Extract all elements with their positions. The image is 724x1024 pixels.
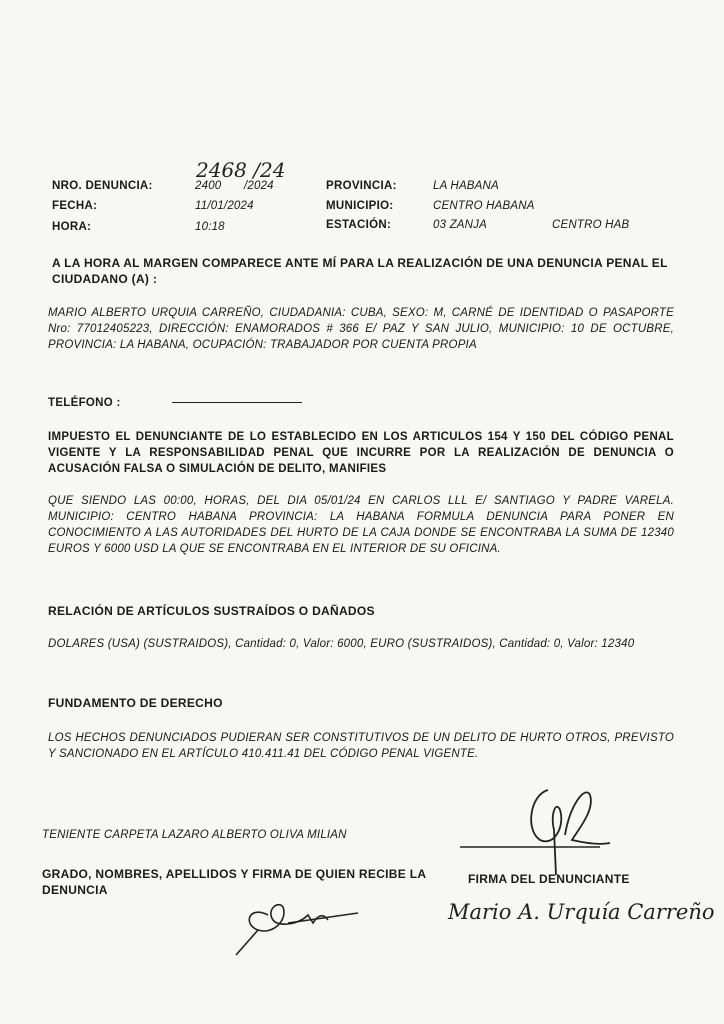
fundamento-heading: FUNDAMENTO DE DERECHO — [48, 696, 223, 710]
complainant-handwritten-name: Mario A. Urquía Carreño — [448, 900, 715, 924]
articles-heading: RELACIÓN DE ARTÍCULOS SUSTRAÍDOS O DAÑADOS — [48, 604, 375, 618]
hora-value: 10:18 — [195, 221, 225, 233]
fecha-value: 11/01/2024 — [195, 200, 254, 212]
articles-list: DOLARES (USA) (SUSTRAIDOS), Cantidad: 0, Valor: 6000, EURO (SUSTRAIDOS), Cantidad: 0, Valor: 12340 — [48, 638, 635, 650]
fundamento-text: LOS HECHOS DENUNCIADOS PUDIERAN SER CONSTITUTIVOS DE UN DELITO DE HURTO OTROS, PREVISTO Y SANCIONADO EN EL ARTÍCULO 410.411.41 DEL CÓDIGO PENAL VIGENTE. — [48, 732, 674, 760]
citizen-data: MARIO ALBERTO URQUIA CARREÑO, CIUDADANIA: CUBA, SEXO: M, CARNÉ DE IDENTIDAD O PASAPORTE Nro: 77012405223, DIRECCIÓN: ENAMORADOS # 366 E/ PAZ Y SAN JULIO, MUNICIPIO: 10 DE OCTUBRE, PROVINCIA: LA HABANA, OCUPACIÓN: TRABAJADOR POR CUENTA PROPIA — [48, 307, 674, 351]
nro-denuncia-label: NRO. DENUNCIA: — [52, 180, 153, 192]
estacion-value: 03 ZANJA — [433, 219, 488, 231]
estacion-extra: CENTRO HAB — [552, 219, 630, 231]
handwritten-number: 2468 /24 — [196, 158, 286, 182]
complainant-caption: FIRMA DEL DENUNCIANTE — [468, 872, 630, 886]
nro-denuncia-value: 2400 — [195, 180, 222, 192]
municipio-value: CENTRO HABANA — [433, 200, 535, 212]
municipio-label: MUNICIPIO: — [326, 200, 394, 212]
nro-denuncia-year: /2024 — [244, 180, 274, 192]
provincia-label: PROVINCIA: — [326, 180, 397, 192]
telefono-label: TELÉFONO : — [48, 397, 121, 409]
provincia-value: LA HABANA — [433, 180, 499, 192]
fecha-label: FECHA: — [52, 200, 98, 212]
complainant-signature — [460, 775, 660, 880]
statement: QUE SIENDO LAS 00:00, HORAS, DEL DIA 05/01/24 EN CARLOS LLL E/ SANTIAGO Y PADRE VARELA. MUNICIPIO: CENTRO HABANA PROVINCIA: LA HABANA FORMULA DENUNCIA PARA PONER EN CONOCIMIENTO A LAS AUTORIDADES DEL HURTO DE LA CAJA DONDE SE ENCONTRABA LA SUMA DE 12340 EUROS Y 6000 USD LA QUE SE ENCONTRABA EN EL INTERIOR DE SU OFICINA. — [48, 495, 674, 555]
telefono-line — [172, 402, 302, 403]
officer-signature — [228, 885, 368, 960]
officer-caption: GRADO, NOMBRES, APELLIDOS Y FIRMA DE QUIEN RECIBE LA DENUNCIA — [42, 867, 426, 897]
officer-name: TENIENTE CARPETA LAZARO ALBERTO OLIVA MILIAN — [42, 829, 347, 841]
intro-text: A LA HORA AL MARGEN COMPARECE ANTE MÍ PARA LA REALIZACIÓN DE UNA DENUNCIA PENAL EL CIUDADANO (A) : — [52, 256, 668, 286]
estacion-label: ESTACIÓN: — [326, 219, 392, 231]
legal-notice: IMPUESTO EL DENUNCIANTE DE LO ESTABLECIDO EN LOS ARTICULOS 154 Y 150 DEL CÓDIGO PENAL VIGENTE Y LA RESPONSABILIDAD PENAL QUE INCURRE POR LA REALIZACIÓN DE DENUNCIA O ACUSACIÓN FALSA O SIMULACIÓN DE DELITO, MANIFIES — [48, 431, 674, 475]
hora-label: HORA: — [52, 221, 92, 233]
